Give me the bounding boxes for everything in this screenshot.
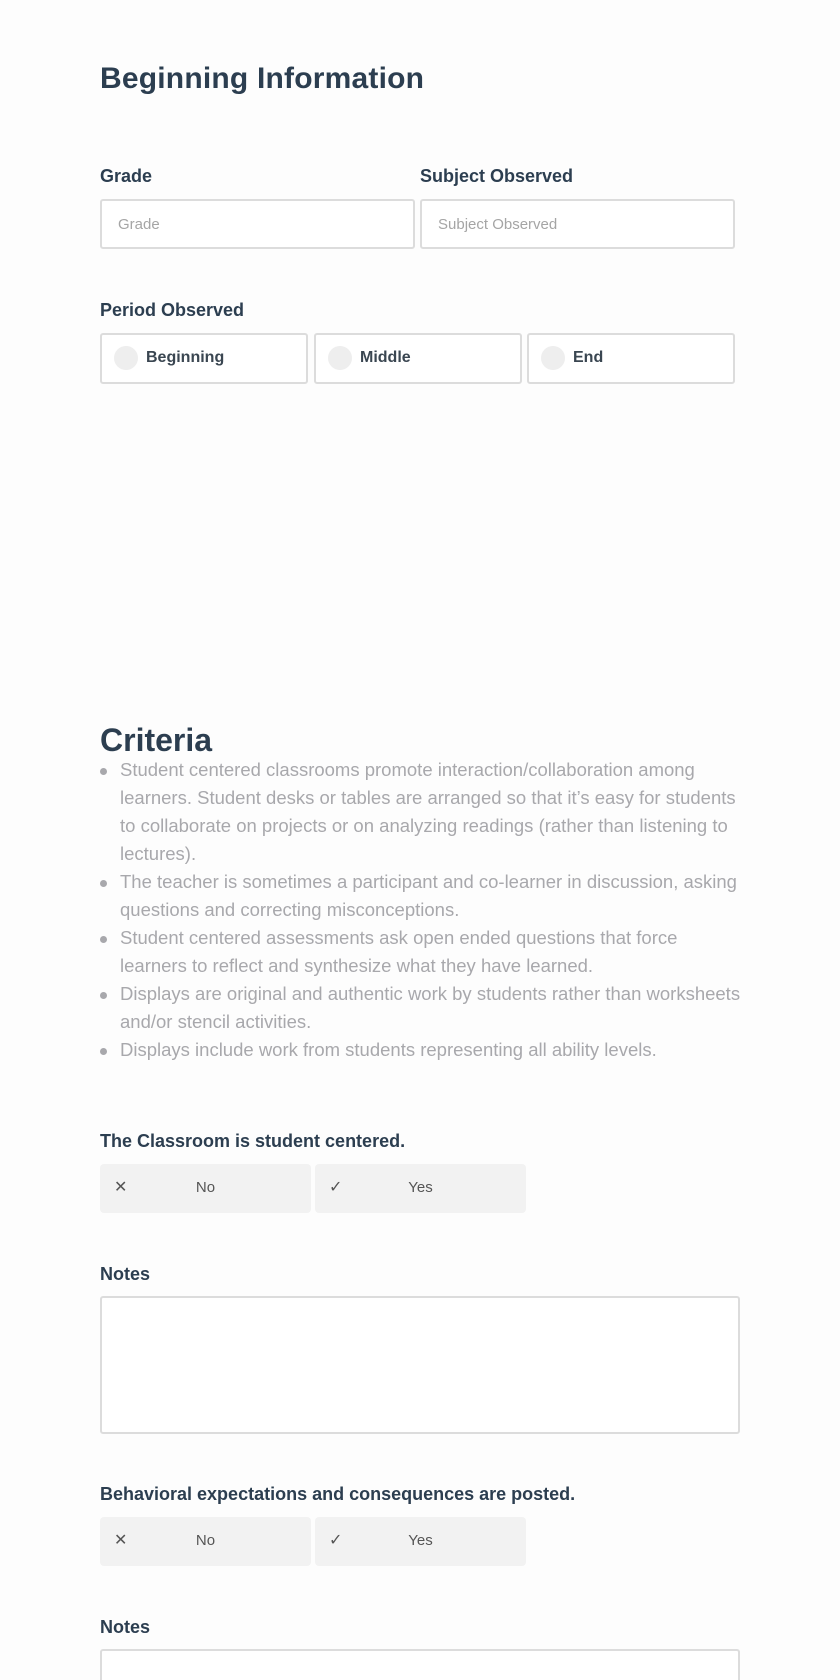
radio-circle-icon bbox=[114, 346, 138, 370]
notes-label: Notes bbox=[100, 1617, 151, 1637]
period-option-label: Beginning bbox=[146, 349, 225, 366]
criteria-item: Student centered assessments ask open ended questions that force learners to reflect and synthesize what they have learned. bbox=[100, 924, 742, 980]
period-option-end[interactable] bbox=[527, 333, 735, 384]
period-observed-label: Period Observed bbox=[100, 300, 245, 320]
question-student-centered-label: The Classroom is student centered. bbox=[100, 1131, 406, 1151]
criteria-item: The teacher is sometimes a participant and co-learner in discussion, asking questions and correcting misconceptions. bbox=[100, 868, 742, 924]
checkmark-icon: ✓ bbox=[329, 1179, 343, 1196]
behavioral-expectations-yes-button[interactable] bbox=[315, 1517, 526, 1566]
no-label: No bbox=[195, 1532, 216, 1549]
criteria-item: Displays include work from students representing all ability levels. bbox=[100, 1036, 742, 1064]
subject-observed-input[interactable] bbox=[420, 199, 735, 249]
yes-label: Yes bbox=[408, 1532, 433, 1549]
subject-observed-label: Subject Observed bbox=[420, 166, 574, 186]
period-option-beginning[interactable] bbox=[100, 333, 308, 384]
question-behavioral-expectations-label: Behavioral expectations and consequences are posted. bbox=[100, 1484, 576, 1504]
close-icon: ✕ bbox=[114, 1532, 128, 1549]
close-icon: ✕ bbox=[114, 1179, 128, 1196]
yes-label: Yes bbox=[408, 1179, 433, 1196]
criteria-list bbox=[100, 756, 742, 1064]
period-option-middle[interactable] bbox=[314, 333, 522, 384]
period-option-label: Middle bbox=[360, 349, 411, 366]
student-centered-yes-button[interactable] bbox=[315, 1164, 526, 1213]
behavioral-expectations-no-button[interactable] bbox=[100, 1517, 311, 1566]
radio-circle-icon bbox=[328, 346, 352, 370]
criteria-title: Criteria bbox=[100, 722, 213, 758]
period-option-label: End bbox=[573, 349, 604, 366]
no-label: No bbox=[195, 1179, 216, 1196]
criteria-item: Student centered classrooms promote interaction/collaboration among learners. Student desks or tables are arranged so that it’s easy for students to collaborate on projects or on analyzing readings (rather than listening to lectures). bbox=[100, 756, 742, 868]
behavioral-expectations-notes-textarea[interactable] bbox=[100, 1649, 740, 1680]
grade-input[interactable] bbox=[100, 199, 415, 249]
criteria-item: Displays are original and authentic work by students rather than worksheets and/or stencil activities. bbox=[100, 980, 742, 1036]
radio-circle-icon bbox=[541, 346, 565, 370]
checkmark-icon: ✓ bbox=[329, 1532, 343, 1549]
notes-label: Notes bbox=[100, 1264, 151, 1284]
grade-label: Grade bbox=[100, 166, 153, 186]
section-title-beginning-information: Beginning Information bbox=[100, 62, 425, 95]
student-centered-notes-textarea[interactable] bbox=[100, 1296, 740, 1434]
student-centered-no-button[interactable] bbox=[100, 1164, 311, 1213]
